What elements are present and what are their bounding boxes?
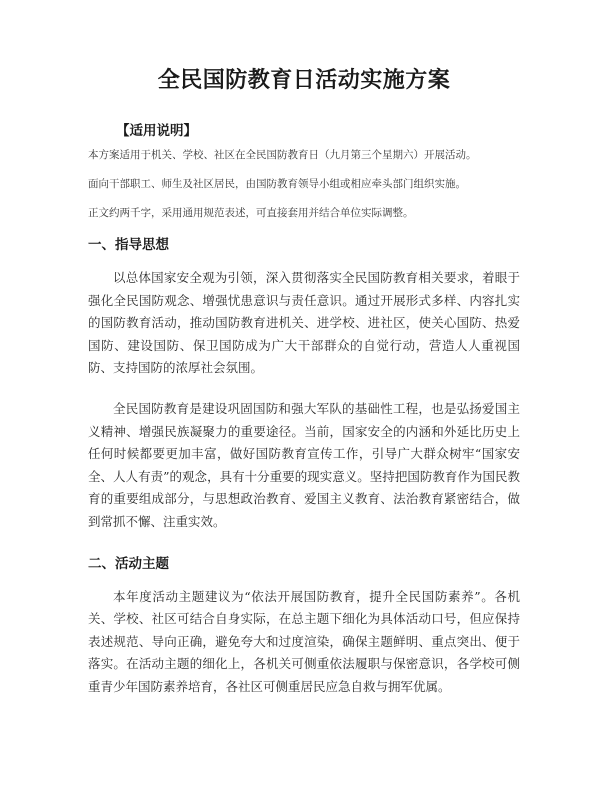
section-heading-guiding-ideology: 一、指导思想 [88,237,169,253]
notice-line: 本方案适用于机关、学校、社区在全民国防教育日（九月第三个星期六）开展活动。 [88,149,477,161]
notice-lines [88,148,520,221]
section-paragraph: 以总体国家安全观为引领，深入贯彻落实全民国防教育相关要求，着眼于强化全民国防观念、增强忧患意识与责任意识。通过开展形式多样、内容扎实的国防教育活动，推动国防教育进机关、进学校、进社区，使关心国防、热爱国防、建设国防、保卫国防成为广大干部群众的自觉行动，营造人人重视国防、支持国防的浓厚社会氛围。 [88,270,520,376]
section-paragraph: 本年度活动主题建议为“依法开展国防教育，提升全民国防素养”。各机关、学校、社区可结合自身实际，在总主题下细化为具体活动口号，但应保持表述规范、导向正确，避免夸大和过度渲染，确保主题鲜明、重点突出、便于落实。在活动主题的细化上，各机关可侧重依法履职与保密意识，各学校可侧重青少年国防素养培育，各社区可侧重居民应急自救与拥军优属。 [88,588,520,694]
notice-heading: 【适用说明】 [116,123,197,139]
notice-line: 正文约两千字，采用通用规范表述，可直接套用并结合单位实际调整。 [88,207,414,219]
section-paragraph: 全民国防教育是建设巩固国防和强大军队的基础性工程，也是弘扬爱国主义精神、增强民族凝聚力的重要途径。当前，国家安全的内涵和外延比历史上任何时候都要更加丰富，做好国防教育宣传工作，引导广大群众树牢“国家安全、人人有责”的观念，具有十分重要的现实意义。坚持把国防教育作为国民教育的重要组成部分，与思想政治教育、爱国主义教育、法治教育紧密结合，做到常抓不懈、注重实效。 [88,400,520,529]
notice-line: 面向干部职工、师生及社区居民，由国防教育领导小组或相应牵头部门组织实施。 [88,178,466,190]
section-heading-activity-theme: 二、活动主题 [88,555,169,572]
document-title: 全民国防教育日活动实施方案 [157,68,451,93]
